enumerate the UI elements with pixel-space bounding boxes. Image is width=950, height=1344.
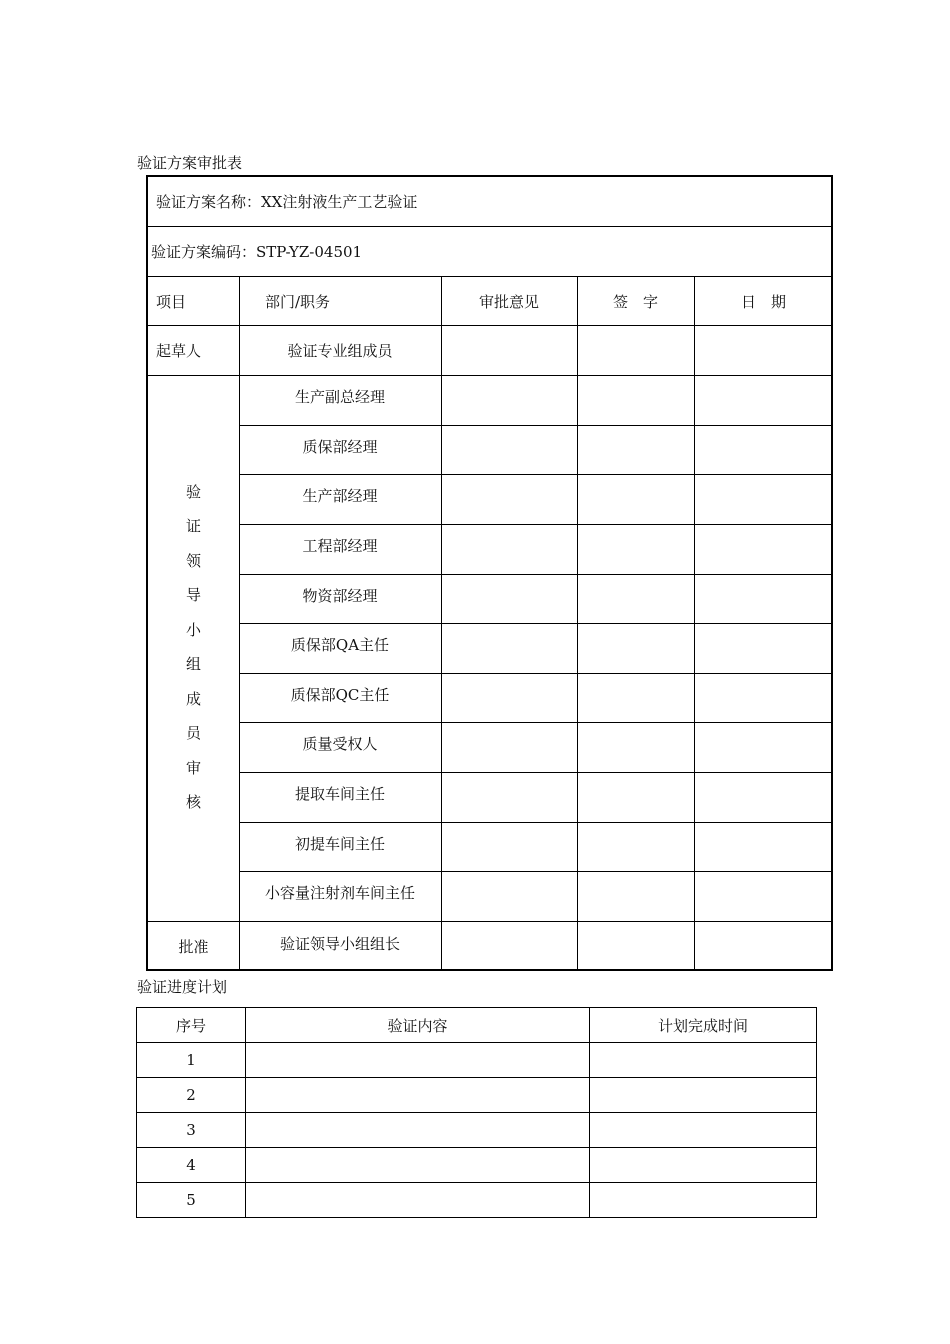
- review-role: 质保部QA主任: [290, 635, 390, 654]
- schedule-row-no: 3: [137, 1113, 246, 1148]
- schedule-table: [136, 1007, 817, 1218]
- review-group-char: 领: [185, 551, 201, 570]
- schedule-row-no: 4: [137, 1148, 246, 1183]
- schedule-header-row: [137, 1008, 817, 1043]
- review-role: 物资部经理: [302, 586, 378, 605]
- review-role: 初提车间主任: [294, 834, 385, 853]
- schedule-row-no: 5: [137, 1183, 246, 1218]
- review-group-char: 组: [185, 655, 201, 673]
- schedule-table-caption: 验证进度计划: [137, 978, 228, 996]
- review-group-char: 核: [185, 793, 201, 811]
- approval-table-caption: 验证方案审批表: [137, 154, 243, 172]
- review-group-char: 证: [185, 517, 201, 535]
- plan-name: 验证方案名称：XX注射液生产工艺验证: [156, 193, 418, 211]
- schedule-row-time[interactable]: [590, 1078, 817, 1113]
- schedule-row-time[interactable]: [590, 1148, 817, 1183]
- drafter-label: 起草人: [156, 342, 202, 360]
- review-group-char: 员: [185, 724, 201, 742]
- schedule-row-time[interactable]: [590, 1043, 817, 1078]
- approve-role: 验证领导小组组长: [279, 934, 400, 953]
- review-role: 质保部QC主任: [290, 685, 390, 704]
- plan-code-row: [148, 227, 831, 277]
- schedule-row-content[interactable]: [246, 1113, 590, 1148]
- schedule-row-time[interactable]: [590, 1113, 817, 1148]
- schedule-row: [137, 1043, 817, 1078]
- schedule-row-time[interactable]: [590, 1183, 817, 1218]
- schedule-row-content[interactable]: [246, 1043, 590, 1078]
- review-role: 提取车间主任: [294, 784, 385, 803]
- schedule-row-no: 1: [137, 1043, 246, 1078]
- schedule-header-time: 计划完成时间: [590, 1008, 817, 1043]
- drafter-role: 验证专业组成员: [287, 342, 393, 360]
- header-opinion: 审批意见: [478, 292, 539, 311]
- review-group-char: 审: [185, 758, 201, 777]
- review-group-char: 验: [185, 482, 201, 501]
- schedule-header-no: 序号: [137, 1008, 246, 1043]
- review-role: 生产副总经理: [294, 387, 385, 406]
- review-group-char: 导: [185, 586, 201, 604]
- schedule-row: [137, 1113, 817, 1148]
- header-department: 部门/职务: [265, 292, 331, 311]
- review-role: 质量受权人: [302, 734, 378, 753]
- header-date: 日 期: [740, 292, 786, 311]
- schedule-row-no: 2: [137, 1078, 246, 1113]
- review-role: 小容量注射剂车间主任: [264, 883, 415, 902]
- schedule-row-content[interactable]: [246, 1148, 590, 1183]
- review-group-char: 小: [185, 620, 201, 639]
- plan-code: 验证方案编码：STP-YZ-04501: [151, 243, 363, 261]
- header-item: 项目: [156, 292, 187, 311]
- schedule-row: [137, 1183, 817, 1218]
- schedule-row-content[interactable]: [246, 1183, 590, 1218]
- header-signature: 签 字: [612, 292, 658, 311]
- review-role: 工程部经理: [302, 536, 378, 555]
- schedule-row: [137, 1148, 817, 1183]
- schedule-row-content[interactable]: [246, 1078, 590, 1113]
- schedule-row: [137, 1078, 817, 1113]
- review-group-label: [148, 375, 239, 919]
- approve-label: 批准: [178, 938, 209, 956]
- approval-table: [146, 175, 833, 971]
- schedule-header-content: 验证内容: [246, 1008, 590, 1043]
- plan-name-row: [148, 177, 831, 227]
- review-group-char: 成: [185, 689, 201, 708]
- review-role: 质保部经理: [302, 437, 378, 456]
- review-role: 生产部经理: [302, 486, 378, 505]
